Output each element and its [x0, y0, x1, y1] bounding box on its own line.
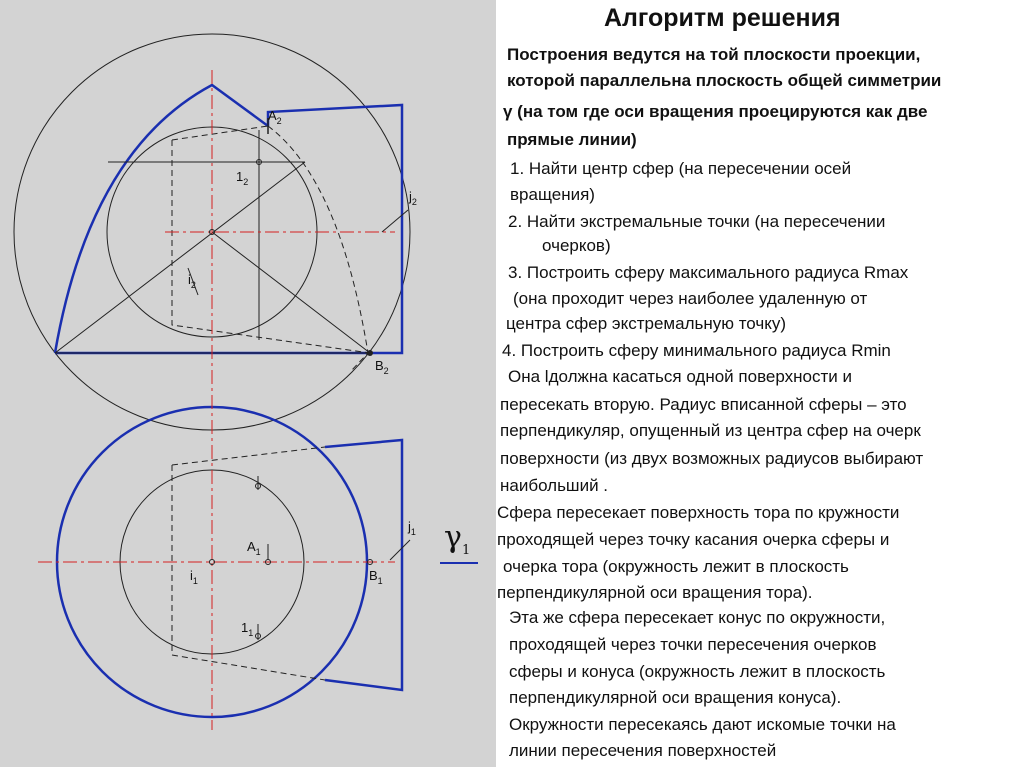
intro-line-1: Построения ведутся на той плоскости проекции, — [507, 45, 921, 64]
label-B1: $B_1$ — [369, 568, 383, 586]
label-A1: $A_1$ — [247, 539, 261, 557]
step4-line-2: Она lдолжна касаться одной поверхности и — [508, 367, 852, 386]
step4-line-1: 4. Построить сферу минимального радиуса Rmin — [502, 341, 891, 360]
label-1-1: $1_1$ — [241, 620, 254, 638]
step1-line-1: 1. Найти центр сфер (на пересечении осей — [510, 159, 852, 178]
geometry-drawing — [0, 0, 496, 767]
cone-para-line-6: линии пересечения поверхностей — [509, 741, 777, 760]
torus-para-line-1: Сфера пересекает поверхность тора по кружности — [497, 503, 900, 522]
cone-para-line-1: Эта же сфера пересекает конус по окружности, — [509, 608, 886, 627]
gamma-plane-label: $\gamma_1$ — [444, 520, 471, 558]
point-B2 — [367, 350, 373, 356]
cone-para-line-4: перпендикулярной оси вращения конуса). — [509, 688, 842, 707]
label-1-2: $1_2$ — [236, 169, 249, 187]
intro-line-4: прямые линии) — [507, 130, 637, 149]
page-title: Алгоритм решения — [604, 4, 841, 32]
step4-line-5: поверхности (из двух возможных радиусов выбирают — [500, 449, 924, 468]
torus-para-line-4: перпендикулярной оси вращения тора). — [497, 583, 813, 602]
diag-lower — [212, 232, 370, 353]
label-j1: $j_1$ — [408, 519, 416, 537]
cone-para-line-5: Окружности пересекаясь дают искомые точки на — [509, 715, 896, 734]
intro-line-2: которой параллельна плоскость общей симметрии — [507, 71, 942, 90]
step3-line-2: (она проходит через наиболее удаленную от — [513, 289, 868, 308]
step4-line-6: наибольший . — [500, 476, 609, 495]
tick-j2 — [382, 210, 408, 232]
dashed-section-lower — [172, 447, 325, 680]
step4-line-4: перпендикуляр, опущенный из центра сфер на очерк — [500, 421, 921, 440]
label-A2: $A_2$ — [268, 108, 282, 126]
torus-outline — [55, 85, 268, 353]
dashed-arc — [268, 126, 368, 372]
torus-para-line-3: очерка тора (окружность лежит в плоскость — [503, 557, 849, 576]
gamma-underline — [440, 562, 478, 564]
tick-j1 — [390, 540, 410, 560]
step2-line-1: 2. Найти экстремальные точки (на пересечении — [508, 212, 886, 231]
torus-para-line-2: проходящей через точку касания очерка сферы и — [497, 530, 890, 549]
step4-line-3: пересекать вторую. Радиус вписанной сферы – это — [500, 395, 907, 414]
cone-para-line-3: сферы и конуса (окружность лежит в плоскость — [509, 662, 886, 681]
drawing-panel — [0, 0, 496, 767]
step3-line-1: 3. Построить сферу максимального радиуса Rmax — [508, 263, 909, 282]
label-i2: $i_2$ — [188, 272, 196, 290]
label-B2: $B_2$ — [375, 358, 389, 376]
label-i1: $i_1$ — [190, 568, 198, 586]
label-j2: $j_2$ — [409, 189, 417, 207]
step1-line-2: вращения) — [510, 185, 595, 204]
step3-line-3: центра сфер экстремальную точку) — [506, 314, 787, 333]
diagonal-line — [55, 162, 305, 353]
step2-line-2: очерков) — [542, 236, 611, 255]
cone-para-line-2: проходящей через точки пересечения очерков — [509, 635, 877, 654]
intro-line-3: γ (на том где оси вращения проецируются как две — [503, 102, 928, 121]
